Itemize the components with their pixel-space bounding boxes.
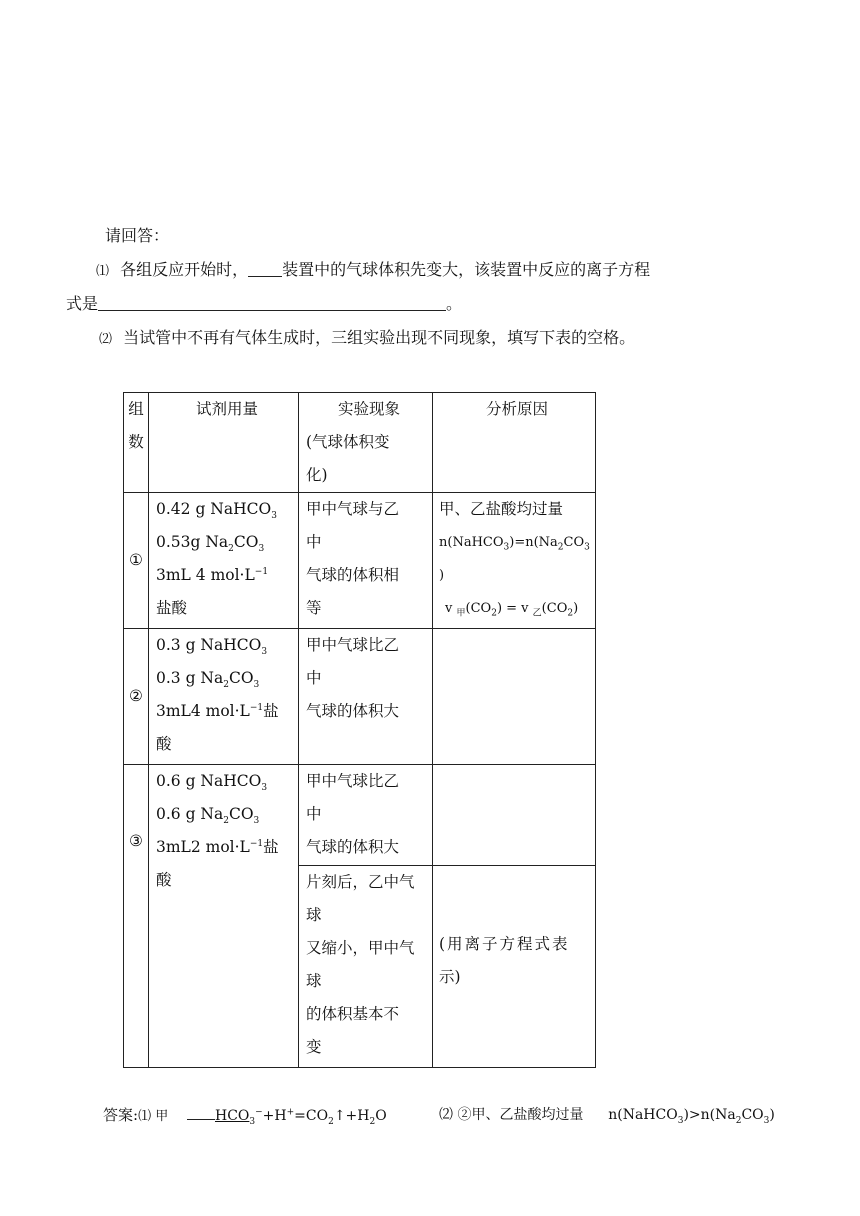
row-1-reason-n1: n(NaHCO (439, 535, 504, 550)
row-3-phenomenon-b-line-2: 球 (306, 906, 322, 924)
row-2-reagent-hcl: 3mL4 mol·L (156, 702, 250, 720)
question-2-line (99, 328, 635, 350)
row-1-reagent-acid: 盐酸 (156, 599, 188, 617)
row-3-reagent-salt: 盐 (263, 838, 279, 856)
row-3-reagent-nahco3: 0.6 g NaHCO (156, 772, 262, 790)
row-1-reason-sub-jia: 甲 (456, 608, 466, 619)
answer-eq-o: O (375, 1108, 387, 1124)
row-3-phenomenon-b-line-5: 的体积基本不 (306, 1005, 400, 1023)
row-3-phenomenon-b-line-4: 球 (306, 972, 322, 990)
question-1-blank-device[interactable] (248, 260, 282, 277)
answer-part-1: ⑴ 甲 (138, 1109, 169, 1124)
row-1-phenomenon-line-2: 中 (306, 533, 322, 551)
row-1-reason-n2: )=n(Na (509, 535, 558, 550)
row-2-reagent-nahco3: 0.3 g NaHCO (156, 636, 262, 654)
answer-equation: $HCO_3^-+H^+=CO_2↑+H_2O$ (187, 1107, 387, 1124)
row-1-reagent-na: 0.53g Na (156, 533, 229, 551)
row-1-reagent-hcl: 3mL 4 mol·L (156, 566, 255, 584)
row-3-reason-b-line-2: 示) (439, 968, 461, 986)
answer-n-relation: $n(NaHCO_3)>n(Na_2CO_3)$ (608, 1107, 775, 1126)
row-1-phenomenon-line-4: 等 (306, 599, 322, 617)
question-1-number: ⑴ (96, 264, 110, 279)
row-1-reason-n3: CO (563, 535, 585, 550)
row-2-reagent-salt: 盐 (263, 702, 279, 720)
answer-eq-h: +H (262, 1108, 287, 1124)
row-1-phenomenon-line-1: 甲中气球与乙 (306, 500, 400, 518)
header-reason (433, 393, 596, 493)
row-1-reason-v2: ) = v (496, 601, 529, 616)
question-1-blank-equation[interactable] (98, 294, 446, 311)
row-1-reagent (149, 493, 299, 629)
header-reagent-text: 试剂用量 (195, 400, 258, 418)
experiment-table (123, 392, 596, 1068)
row-1-reagent-co: CO (233, 533, 259, 551)
row-1-reagent-nahco3: 0.42 g NaHCO (156, 500, 272, 518)
row-1-reagent-line-1: 0.42 g NaHCO$_3$ (156, 500, 277, 522)
row-2-phenomenon-line-1: 甲中气球比乙 (306, 636, 400, 654)
row-3-phenomenon-a-line-2: 中 (306, 805, 322, 823)
question-1-text-b: 装置中的气球体积先变大，该装置中反应的离子方程 (282, 260, 651, 279)
prompt-text: 请回答： (105, 226, 170, 245)
row-3-number: ③ (124, 765, 149, 1068)
answer-n-co: CO (741, 1107, 764, 1123)
row-1-reason-line-4: v $_甲(CO_2) = v$ $_乙(CO_2)$ (445, 601, 579, 619)
row-2-reagent-acid: 酸 (156, 735, 172, 753)
header-group-text-2: 数 (128, 433, 144, 451)
row-3-phenomenon-a-line-1: 甲中气球比乙 (306, 772, 400, 790)
row-3-reason-b[interactable] (433, 866, 596, 1068)
table-row-2 (124, 629, 596, 765)
row-1-reason-line-2: $n(NaHCO_3)=n(Na_2CO_3$ (439, 535, 590, 553)
row-1-reason (433, 493, 596, 629)
row-2-reason-blank[interactable] (433, 629, 596, 765)
header-reagent (149, 393, 299, 493)
row-2-phenomenon (299, 629, 433, 765)
answer-n-na: )>n(Na (683, 1107, 736, 1123)
table-row-1 (124, 493, 596, 629)
question-2-text: 当试管中不再有气体生成时，三组实验出现不同现象，填写下表的空格。 (123, 328, 636, 347)
row-1-reagent-line-2: 0.53g $Na_2CO_3$ (156, 533, 265, 555)
row-2-phenomenon-line-2: 中 (306, 669, 322, 687)
row-2-reagent-line-2: 0.3 g $Na_2CO_3$ (156, 669, 260, 691)
row-1-reason-co2-b: (CO (541, 601, 568, 616)
row-3-reagent-co: CO (228, 805, 254, 823)
header-phenomenon-text-2: (气球体积变 (306, 433, 390, 451)
answer-n-close: ) (769, 1107, 775, 1123)
table-header-row (124, 393, 596, 493)
header-group (124, 393, 149, 493)
row-1-reason-close: ) (573, 601, 579, 616)
answer-line (103, 1104, 387, 1125)
row-2-reagent-co: CO (228, 669, 254, 687)
row-3-reagent-acid: 酸 (156, 871, 172, 889)
row-3-reagent-line-1: 0.6 g NaHCO$_3$ (156, 772, 268, 794)
row-1-reason-line-3: ) (439, 568, 445, 583)
row-1-reason-v1: v (445, 601, 453, 616)
header-phenomenon-text-3: 化) (306, 466, 328, 484)
row-2-reagent-line-1: 0.3 g NaHCO$_3$ (156, 636, 268, 658)
row-3-reagent-line-3: 3mL2 $mol\cdot L^{-1}$盐 (156, 838, 279, 856)
row-3-reagent-hcl: 3mL2 mol·L (156, 838, 250, 856)
question-1-line-2 (66, 294, 462, 314)
row-3-phenomenon-b-line-3: 又缩小，甲中气 (306, 939, 415, 957)
answer-eq-co2: =CO (294, 1108, 329, 1124)
question-1-end: 。 (446, 294, 463, 313)
row-2-reagent-na: 0.3 g Na (156, 669, 224, 687)
row-2-reagent-line-3: 3mL4 $mol\cdot L^{-1}$盐 (156, 702, 279, 720)
table-row-3a (124, 765, 596, 866)
question-1-line-1 (96, 260, 650, 282)
question-2-number: ⑵ (99, 332, 113, 347)
row-1-number: ① (124, 493, 149, 629)
row-3-phenomenon-a-line-3: 气球的体积大 (306, 838, 400, 856)
header-group-text-1: 组 (128, 400, 144, 418)
row-3-phenomenon-b-line-6: 变 (306, 1038, 322, 1056)
row-3-reagent-line-2: 0.6 g $Na_2CO_3$ (156, 805, 260, 827)
answer-n-nahco3: n(NaHCO (608, 1107, 678, 1123)
row-3-reason-b-line-1: (用离子方程式表 (439, 935, 570, 953)
row-3-phenomenon-b-line-1: 片刻后，乙中气 (306, 873, 415, 891)
row-1-reason-line-1: 甲、乙盐酸均过量 (439, 500, 564, 518)
row-1-phenomenon (299, 493, 433, 629)
row-1-reason-co2-a: (CO (465, 601, 492, 616)
answer-eq-arrow-h: ↑+H (333, 1108, 370, 1124)
row-2-reagent (149, 629, 299, 765)
answer-label: 答案: (103, 1106, 139, 1124)
row-2-number: ② (124, 629, 149, 765)
row-3-reagent (149, 765, 299, 1068)
header-reason-text: 分析原因 (485, 400, 548, 418)
row-3-reagent-na: 0.6 g Na (156, 805, 224, 823)
row-1-reagent-line-3: 3mL 4 $mol\cdot L^{-1}$ (156, 566, 269, 584)
header-phenomenon (299, 393, 433, 493)
answer-eq-hco3: HCO (214, 1108, 250, 1124)
row-3-phenomenon-b (299, 866, 433, 1068)
row-1-reason-sub-yi: 乙 (532, 608, 542, 619)
question-1-text-c: 式是 (66, 294, 99, 313)
header-phenomenon-text-1: 实验现象 (337, 400, 400, 418)
row-3-reason-a-blank[interactable] (433, 765, 596, 866)
row-2-phenomenon-line-3: 气球的体积大 (306, 702, 400, 720)
question-1-text-a: 各组反应开始时， (120, 260, 249, 279)
row-3-phenomenon-a (299, 765, 433, 866)
row-1-phenomenon-line-3: 气球的体积相 (306, 566, 400, 584)
answer-part-2: ⑵ ②甲、乙盐酸均过量 (439, 1107, 584, 1123)
answer-part-2-line (439, 1104, 775, 1124)
